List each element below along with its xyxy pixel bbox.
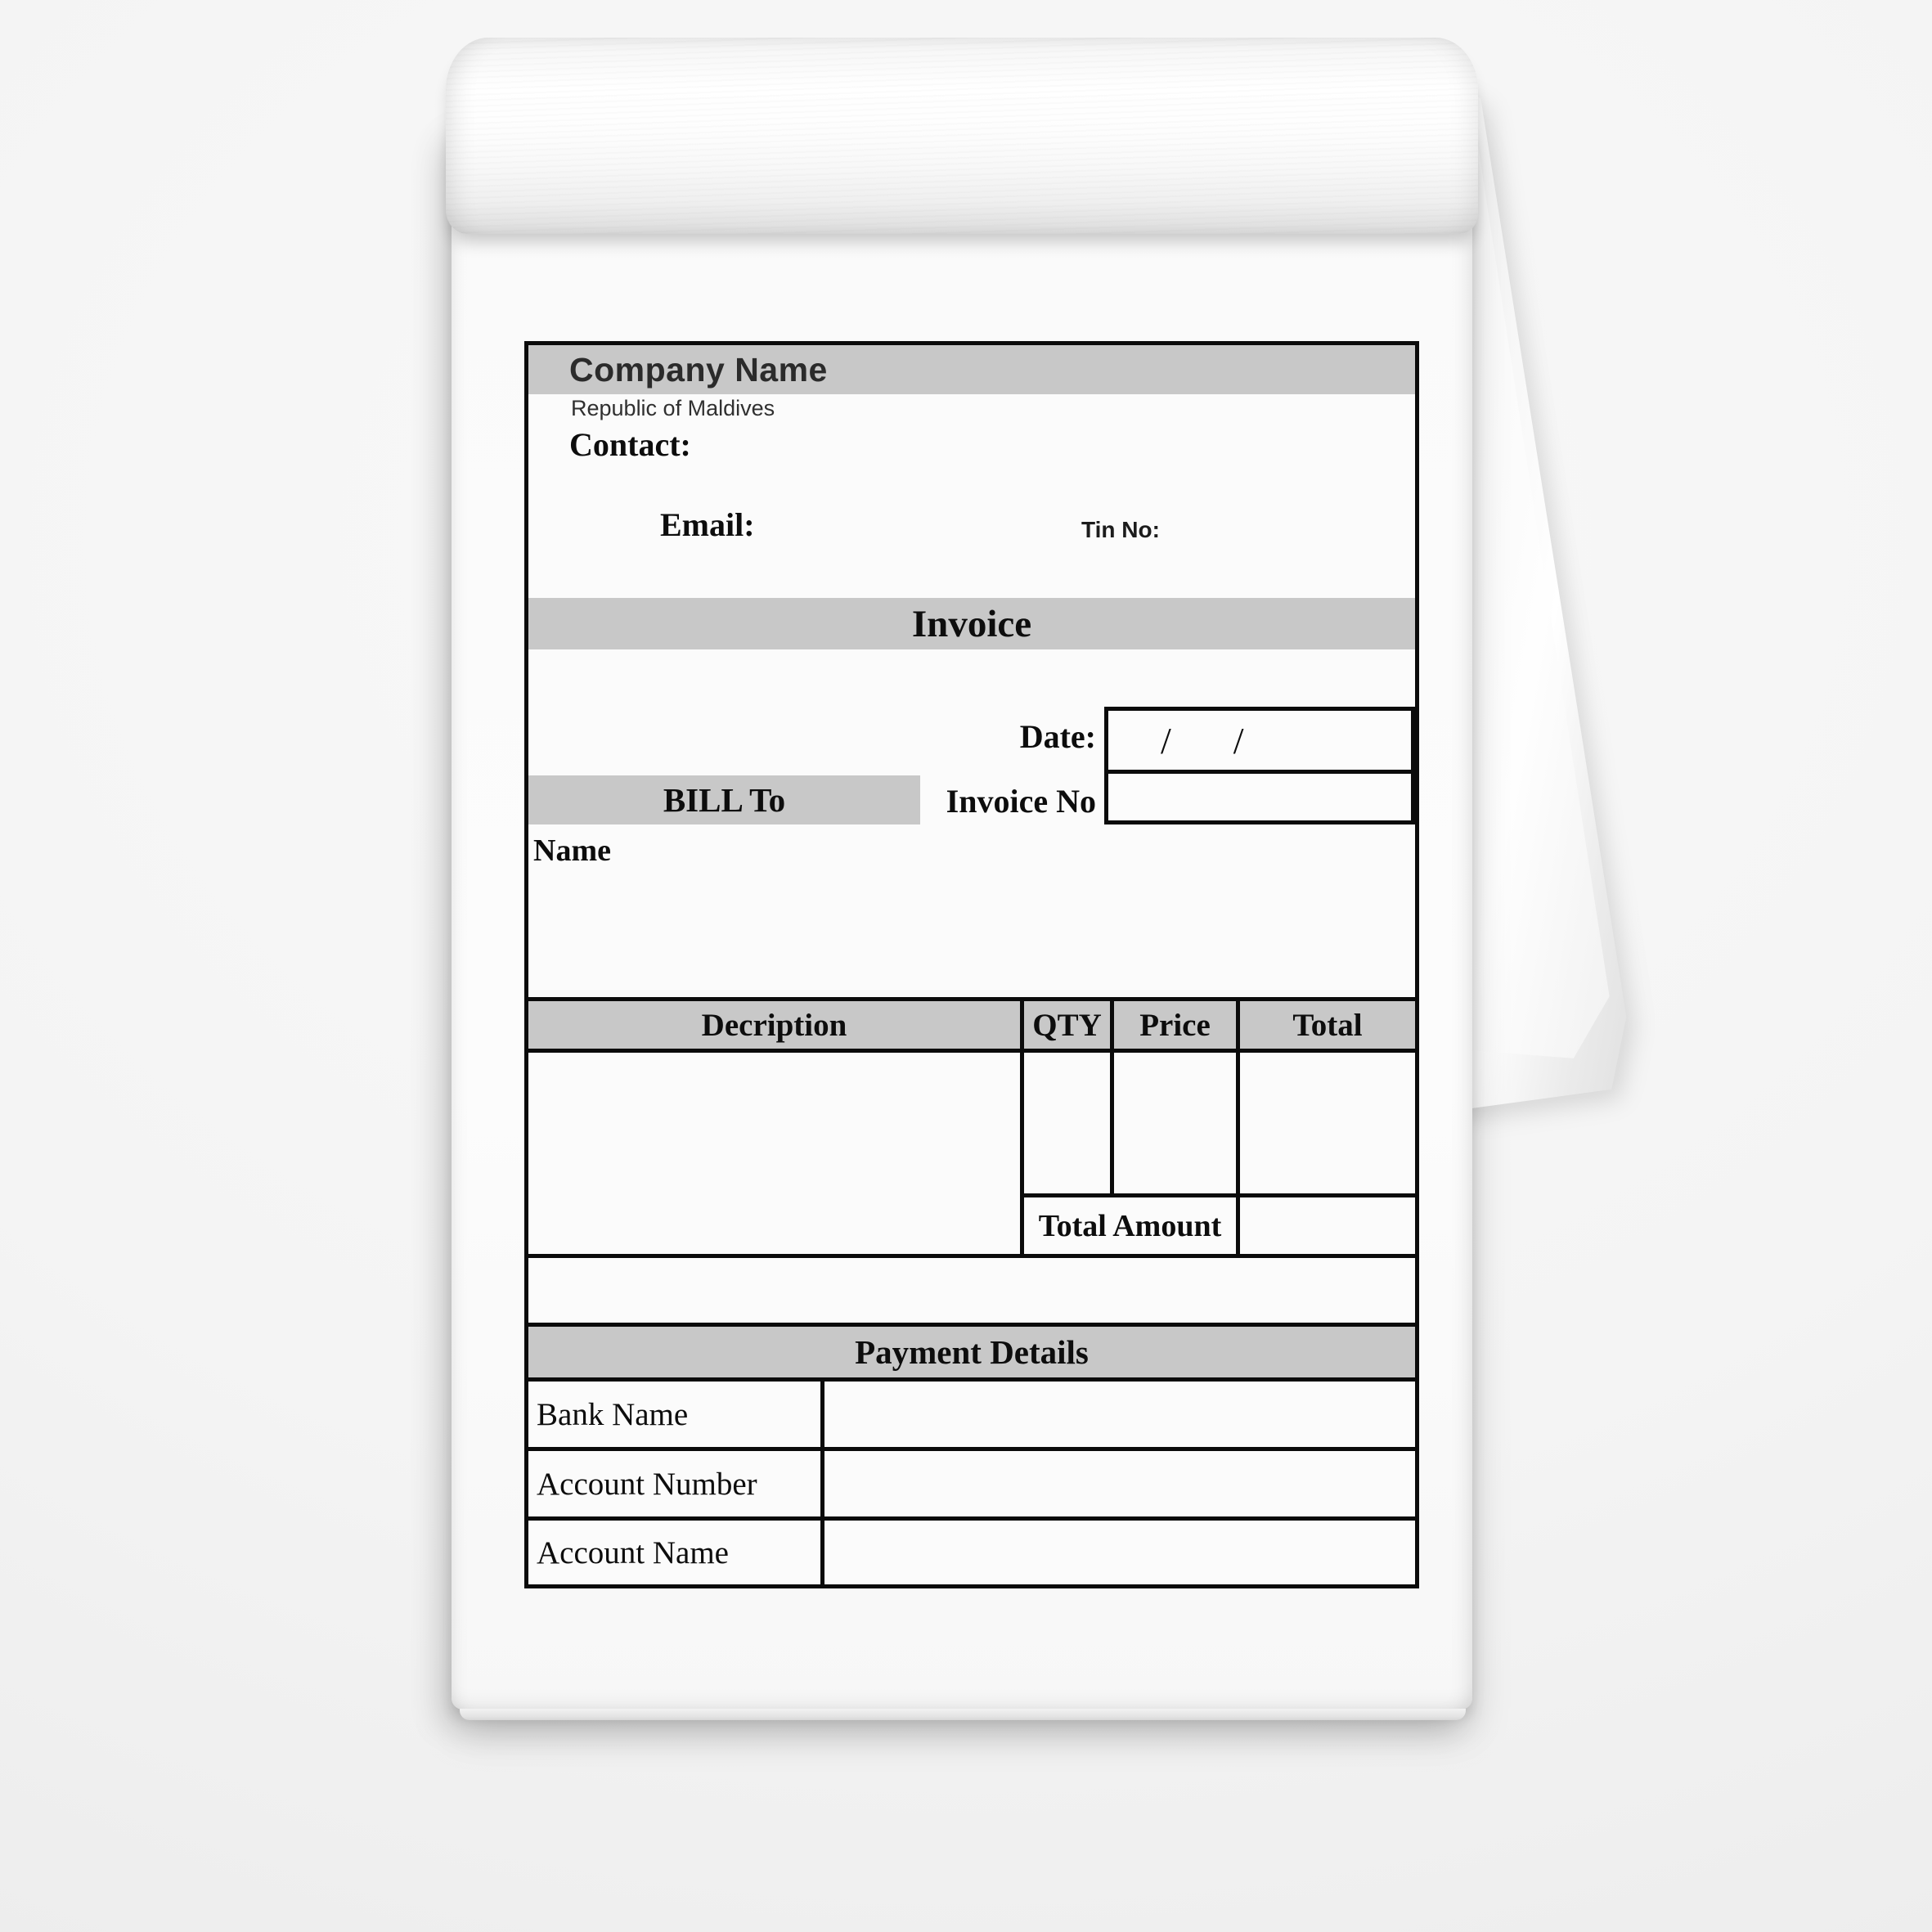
payment-row-divider-2 — [528, 1516, 1415, 1521]
total-amount-value-cell[interactable] — [1240, 1197, 1415, 1254]
invoice-title: Invoice — [911, 602, 1032, 645]
invoice-form — [524, 341, 1419, 1588]
payment-details-title: Payment Details — [855, 1333, 1089, 1371]
bank-name-value-cell[interactable] — [824, 1382, 1415, 1447]
tin-no-label: Tin No: — [1081, 517, 1160, 542]
bill-to-band — [528, 775, 920, 824]
price-total-divider — [1236, 997, 1240, 1258]
notes-row[interactable] — [528, 1258, 1415, 1323]
invoice-no-input-box[interactable] — [1104, 770, 1415, 824]
company-name: Company Name — [569, 350, 828, 389]
table-bottom-line — [528, 1254, 1415, 1258]
payment-band-top-line — [528, 1323, 1415, 1327]
invoice-no-label: Invoice No — [946, 783, 1096, 820]
contact-label: Contact: — [569, 426, 691, 463]
account-name-value-cell[interactable] — [824, 1521, 1415, 1584]
table-header-price: Price — [1114, 1000, 1236, 1051]
table-header-bottom-line — [528, 1049, 1415, 1053]
payment-details-band — [528, 1327, 1415, 1377]
account-number-value-cell[interactable] — [824, 1451, 1415, 1516]
bank-name-label: Bank Name — [537, 1396, 689, 1432]
date-label: Date: — [1019, 718, 1096, 755]
date-slash-1: / — [1161, 719, 1171, 762]
total-amount-top-line — [1020, 1193, 1415, 1197]
table-header-description: Decription — [528, 1000, 1020, 1051]
bill-to-details-area[interactable] — [528, 824, 1100, 997]
table-top-line — [528, 997, 1415, 1001]
bill-to-name-label: Name — [533, 833, 611, 868]
total-amount-label: Total Amount — [1038, 1208, 1222, 1243]
date-slash-2: / — [1233, 719, 1244, 762]
bill-to-label: BILL To — [663, 781, 786, 819]
table-header-total: Total — [1240, 1000, 1415, 1051]
price-cell[interactable] — [1114, 1053, 1236, 1193]
email-label: Email: — [660, 506, 755, 543]
payment-label-value-divider — [820, 1377, 824, 1584]
qty-price-divider — [1110, 997, 1114, 1197]
invoice-title-band — [528, 598, 1415, 649]
date-input-box[interactable] — [1104, 707, 1415, 774]
flipped-cover-curl — [446, 38, 1478, 234]
total-cell[interactable] — [1240, 1053, 1415, 1193]
table-header-qty: QTY — [1024, 1000, 1110, 1051]
company-header-band — [528, 345, 1415, 394]
account-name-label: Account Name — [537, 1534, 729, 1570]
company-tagline: Republic of Maldives — [571, 396, 775, 420]
account-number-label: Account Number — [537, 1466, 757, 1502]
payment-band-bottom-line — [528, 1377, 1415, 1382]
description-cell[interactable] — [528, 1053, 1020, 1254]
payment-row-divider-1 — [528, 1447, 1415, 1451]
qty-cell[interactable] — [1024, 1053, 1110, 1193]
description-qty-divider — [1020, 997, 1024, 1258]
